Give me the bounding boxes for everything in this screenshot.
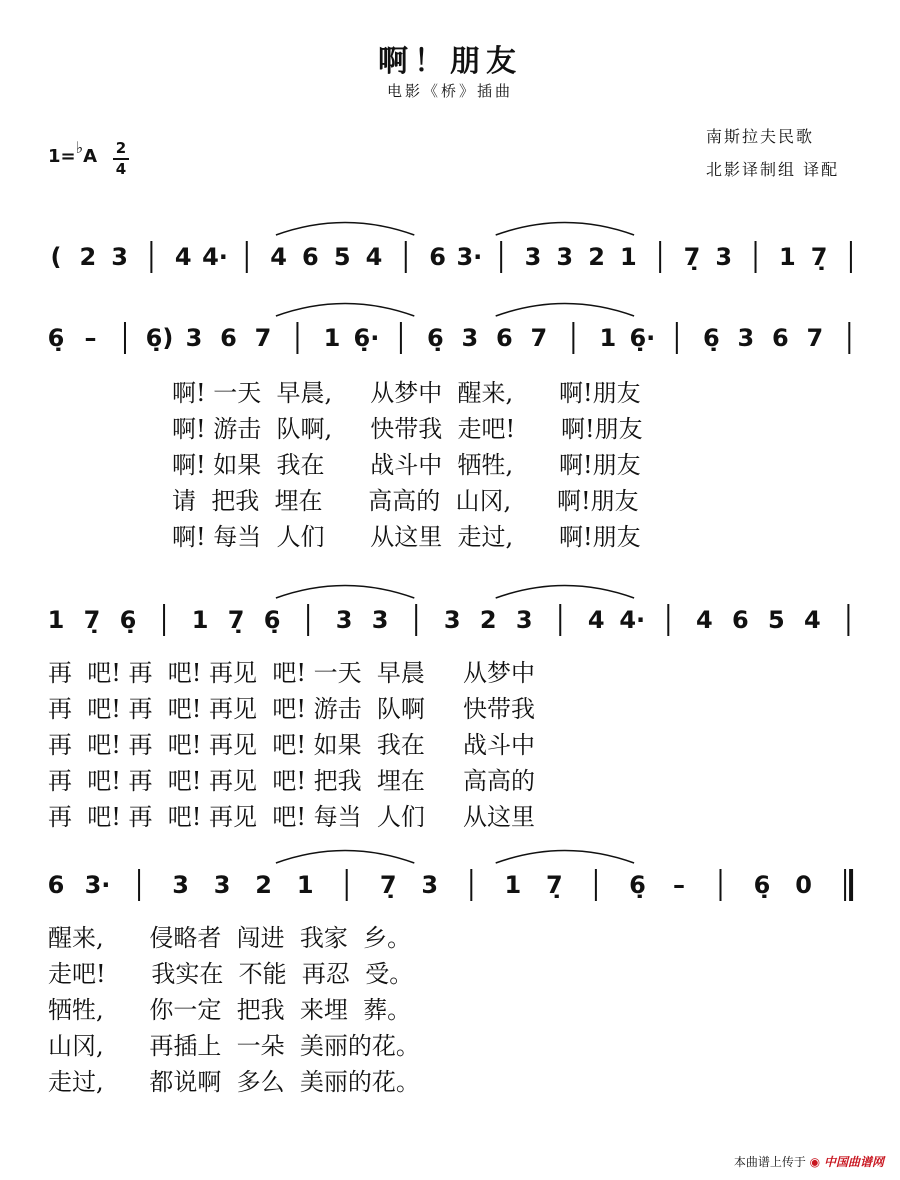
note: 3 xyxy=(715,243,733,271)
note: 3· xyxy=(456,243,483,271)
slur-arc xyxy=(496,586,634,599)
note: 6 xyxy=(220,324,237,352)
lyric-line: 山冈, 再插上 一朵 美丽的花。 xyxy=(48,1032,420,1060)
note: 6̣ xyxy=(263,606,281,634)
note: 2 xyxy=(479,606,497,634)
note: 4 xyxy=(270,243,287,271)
note: ( xyxy=(50,243,62,271)
note: 7 xyxy=(530,324,548,352)
lyric-line: 醒来, 侵略者 闯进 我家 乡。 xyxy=(48,924,412,952)
note: 1 xyxy=(296,871,314,899)
notation-row-1 xyxy=(51,223,851,274)
note: 3 xyxy=(737,324,755,352)
note: 3· xyxy=(84,871,111,899)
lyric-line: 啊! 如果 我在 战斗中 牺牲, 啊!朋友 xyxy=(172,451,641,479)
note: 6̣ xyxy=(47,324,65,352)
flat-sign: ♭ xyxy=(75,138,84,157)
lyric-line: 再 吧! 再 吧! 再见 吧! 如果 我在 战斗中 xyxy=(48,731,535,759)
note: 6̣ xyxy=(119,606,137,634)
note: 3 xyxy=(421,871,439,899)
note: 5 xyxy=(333,243,351,271)
time-denominator: 4 xyxy=(115,160,127,178)
slur-arc xyxy=(276,304,414,317)
note: – xyxy=(672,871,685,899)
note: 4· xyxy=(202,243,228,271)
song-subtitle: 电影《桥》插曲 xyxy=(386,82,513,100)
note: 6 xyxy=(47,871,65,899)
note: 3 xyxy=(371,606,389,634)
note: 4· xyxy=(619,606,646,634)
note: 3 xyxy=(172,871,189,899)
note: 2 xyxy=(588,243,605,271)
origin-credit: 南斯拉夫民歌 xyxy=(706,127,815,146)
note: 6̣) xyxy=(145,324,174,352)
notation-row-4 xyxy=(48,851,851,902)
lyric-line: 再 吧! 再 吧! 再见 吧! 每当 人们 从这里 xyxy=(48,803,535,831)
lyric-line: 牺牲, 你一定 把我 来埋 葬。 xyxy=(48,996,412,1024)
note: 3 xyxy=(556,243,574,271)
note: 0 xyxy=(795,871,812,899)
note: 6 xyxy=(429,243,446,271)
lyric-line: 再 吧! 再 吧! 再见 吧! 一天 早晨 从梦中 xyxy=(48,659,535,687)
note: 3 xyxy=(185,324,203,352)
lyric-line: 啊! 一天 早晨, 从梦中 醒来, 啊!朋友 xyxy=(172,379,641,407)
note: 6̣ xyxy=(702,324,720,352)
note: 3 xyxy=(443,606,461,634)
slur-arc xyxy=(496,304,634,317)
lyric-line: 啊! 游击 队啊, 快带我 走吧! 啊!朋友 xyxy=(172,415,643,443)
note: 4 xyxy=(587,606,605,634)
lyric-line: 再 吧! 再 吧! 再见 吧! 把我 埋在 高高的 xyxy=(48,767,535,795)
time-numerator: 2 xyxy=(115,139,127,157)
footer xyxy=(734,1153,884,1170)
note: 6̣· xyxy=(629,324,656,352)
note: 7̣ xyxy=(379,871,397,899)
translation-credit: 北影译制组 译配 xyxy=(706,160,840,179)
footer-prefix: 本曲谱上传于 xyxy=(733,1155,806,1169)
note: 3 xyxy=(515,606,533,634)
note: 7̣ xyxy=(83,606,101,634)
note: 3 xyxy=(213,871,231,899)
lyric-line: 走过, 都说啊 多么 美丽的花。 xyxy=(48,1068,420,1096)
note: 5 xyxy=(768,606,785,634)
footer-site: 中国曲谱网 xyxy=(823,1155,884,1169)
note: 6 xyxy=(771,324,789,352)
note: 1 xyxy=(778,243,796,271)
slur-arc xyxy=(496,851,634,864)
lyric-line: 请 把我 埋在 高高的 山冈, 啊!朋友 xyxy=(172,487,639,515)
note: 7 xyxy=(254,324,272,352)
note: 3 xyxy=(335,606,353,634)
lyric-line: 走吧! 我实在 不能 再忍 受。 xyxy=(48,960,414,988)
note: 7̣ xyxy=(227,606,245,634)
note: 3 xyxy=(111,243,128,271)
note: 1 xyxy=(323,324,341,352)
note: 7̣ xyxy=(810,243,828,271)
slur-arc xyxy=(276,851,414,864)
note: 2 xyxy=(255,871,273,899)
note: 7̣ xyxy=(683,243,701,271)
note: 1 xyxy=(504,871,522,899)
note: 4 xyxy=(365,243,383,271)
note: 6 xyxy=(496,324,513,352)
notation-row-3 xyxy=(48,586,849,637)
note: 1 xyxy=(619,243,637,271)
note: – xyxy=(84,324,97,352)
key-prefix: 1= xyxy=(48,146,76,167)
note: 4 xyxy=(695,606,713,634)
note: 6 xyxy=(731,606,749,634)
note: 3 xyxy=(461,324,479,352)
note: 6̣· xyxy=(353,324,380,352)
note: 1 xyxy=(599,324,617,352)
slur-arc xyxy=(496,223,634,236)
slur-arc xyxy=(276,223,414,236)
slur-arc xyxy=(276,586,414,599)
note: 7 xyxy=(806,324,824,352)
lyric-line: 啊! 每当 人们 从这里 走过, 啊!朋友 xyxy=(172,523,641,551)
note: 1 xyxy=(47,606,65,634)
note: 1 xyxy=(191,606,209,634)
note: 7̣ xyxy=(546,871,563,899)
key-note: A xyxy=(83,146,98,167)
lyric-line: 再 吧! 再 吧! 再见 吧! 游击 队啊 快带我 xyxy=(48,695,535,723)
note: 4 xyxy=(174,243,192,271)
note: 3 xyxy=(524,243,542,271)
note: 4 xyxy=(804,606,821,634)
note: 6̣ xyxy=(427,324,444,352)
site-logo-icon: ◉ xyxy=(809,1155,821,1169)
note: 6̣ xyxy=(753,871,771,899)
note: 6 xyxy=(302,243,319,271)
note: 6̣ xyxy=(629,871,646,899)
notation-row-2 xyxy=(48,304,850,355)
note: 2 xyxy=(79,243,97,271)
song-title: 啊！朋友 xyxy=(378,44,522,79)
